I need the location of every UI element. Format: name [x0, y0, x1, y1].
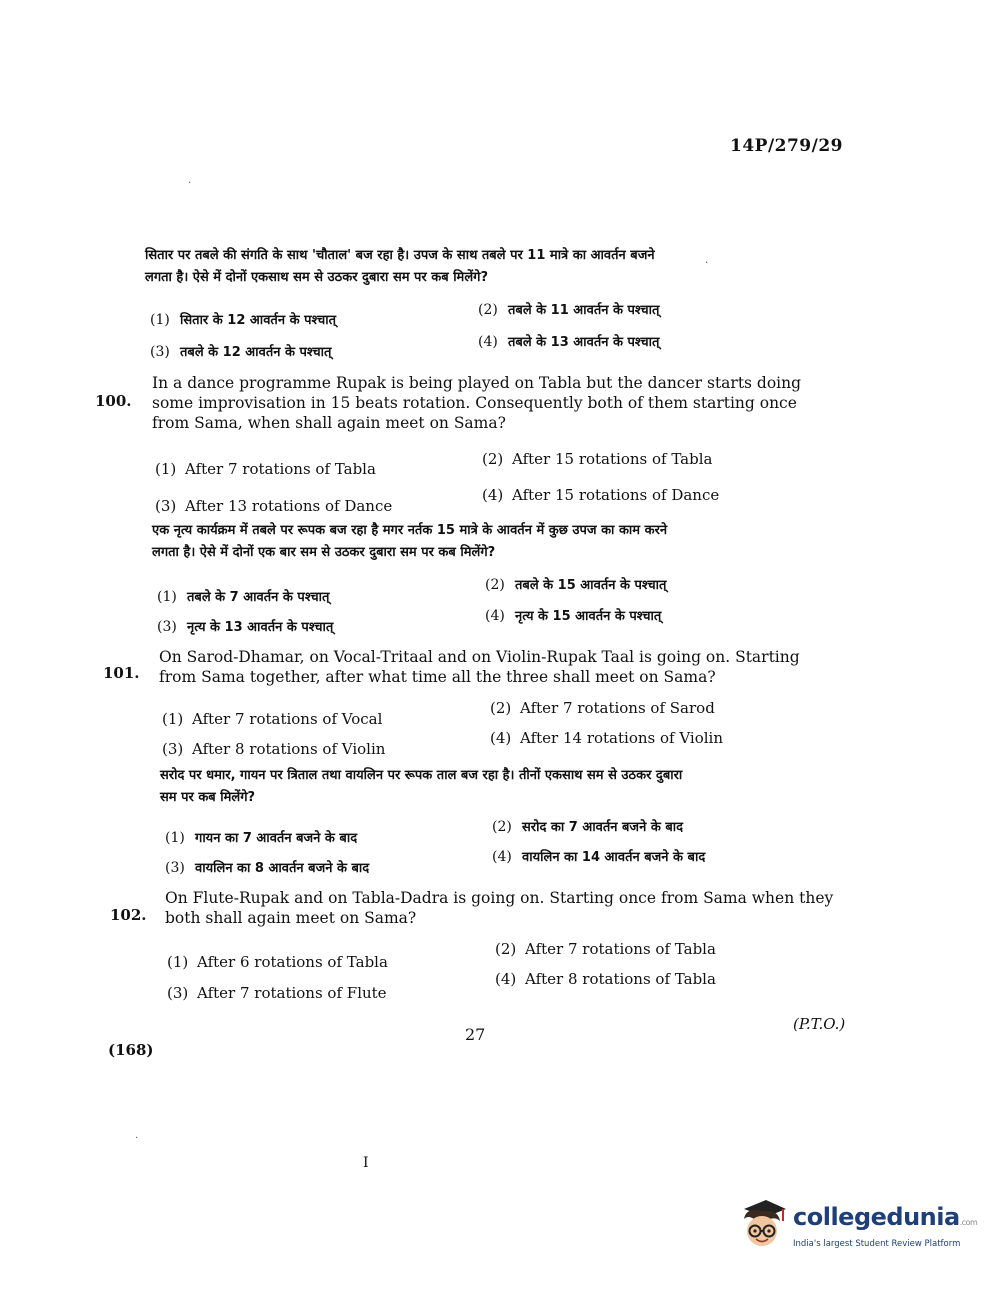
q101-option-1: (1) After 7 rotations of Vocal [162, 710, 383, 728]
question-text: On Sarod-Dhamar, on Vocal-Tritaal and on Violin-Rupak Taal is going on. Starting from Sama together, after what time all the three shall meet on Sama? [159, 648, 800, 686]
q101-option-3: (3) After 8 rotations of Violin [162, 740, 386, 758]
q102-option-1: (1) After 6 rotations of Tabla [167, 953, 388, 971]
q99-hindi-text [145, 245, 835, 289]
q100-hindi-option-3: (3) नृत्य के 13 आवर्तन के पश्चात् [157, 619, 334, 635]
pto-label: (P.T.O.) [793, 1015, 846, 1033]
question-text: In a dance programme Rupak is being played on Tabla but the dancer starts doing some improvisation in 15 beats rotation. Consequently both of them starting once from Sama, when shall again meet on Sama? [152, 374, 802, 432]
q100-hindi-option-4: (4) नृत्य के 15 आवर्तन के पश्चात् [485, 608, 662, 624]
q100-option-2: (2) After 15 rotations of Tabla [482, 450, 713, 468]
q100-option-1: (1) After 7 rotations of Tabla [155, 460, 376, 478]
question-number: 100. [95, 392, 132, 410]
booklet-code: (168) [108, 1041, 154, 1059]
q99-option-3: (3) तबले के 12 आवर्तन के पश्चात् [150, 344, 332, 360]
scan-speck: . [188, 175, 192, 186]
q100-hindi-line-1: एक नृत्य कार्यक्रम में तबले पर रूपक बज रहा है मगर नर्तक 15 मात्रे के आवर्तन में कुछ उपज का काम करने [152, 523, 668, 538]
question-number: 102. [110, 906, 147, 924]
q101-hindi-line-1: सरोद पर धमार, गायन पर त्रिताल तथा वायलिन पर रूपक ताल बज रहा है। तीनों एकसाथ सम से उठकर दुबारा [160, 768, 683, 783]
scan-speck: . [135, 1130, 139, 1141]
q101-hindi-option-2: (2) सरोद का 7 आवर्तन बजने के बाद [492, 819, 684, 835]
q100-hindi-option-1: (1) तबले के 7 आवर्तन के पश्चात् [157, 589, 330, 605]
page-number: 27 [465, 1025, 486, 1044]
q101-option-2: (2) After 7 rotations of Sarod [490, 699, 715, 717]
brand-tagline: India's largest Student Review Platform [793, 1239, 961, 1249]
q100-option-3: (3) After 13 rotations of Dance [155, 497, 393, 515]
q99-hindi-line-2: लगता है। ऐसे में दोनों एकसाथ सम से उठकर दुबारा सम पर कब मिलेंगे? [145, 270, 489, 285]
q102-option-3: (3) After 7 rotations of Flute [167, 984, 387, 1002]
q100-option-4: (4) After 15 rotations of Dance [482, 486, 720, 504]
scan-mark: I [363, 1155, 369, 1171]
q101-hindi-option-1: (1) गायन का 7 आवर्तन बजने के बाद [165, 830, 358, 846]
q100-hindi-text [152, 520, 842, 564]
page-code: 14P/279/29 [730, 136, 844, 156]
q101-hindi-text [160, 765, 850, 809]
q102-option-2: (2) After 7 rotations of Tabla [495, 940, 716, 958]
q99-option-1: (1) सितार के 12 आवर्तन के पश्चात् [150, 312, 337, 328]
q101-hindi-option-3: (3) वायलिन का 8 आवर्तन बजने के बाद [165, 860, 370, 876]
q101-option-4: (4) After 14 rotations of Violin [490, 729, 723, 747]
brand-name: collegedunia.com [793, 1203, 978, 1231]
q100-hindi-option-2: (2) तबले के 15 आवर्तन के पश्चात् [485, 577, 667, 593]
scan-speck: . [705, 255, 709, 266]
q101-hindi-option-4: (4) वायलिन का 14 आवर्तन बजने के बाद [492, 849, 706, 865]
student-mascot-icon [736, 1197, 788, 1257]
collegedunia-logo [736, 1197, 978, 1259]
q102-option-4: (4) After 8 rotations of Tabla [495, 970, 716, 988]
q99-option-2: (2) तबले के 11 आवर्तन के पश्चात् [478, 302, 660, 318]
q99-hindi-line-1: सितार पर तबले की संगति के साथ 'चौताल' बज रहा है। उपज के साथ तबले पर 11 मात्रे का आवर्तन बजने [145, 248, 655, 263]
q99-option-4: (4) तबले के 13 आवर्तन के पश्चात् [478, 334, 660, 350]
question-text: On Flute-Rupak and on Tabla-Dadra is going on. Starting once from Sama when they both shall again meet on Sama? [165, 889, 834, 927]
q100-hindi-line-2: लगता है। ऐसे में दोनों एक बार सम से उठकर दुबारा सम पर कब मिलेंगे? [152, 545, 496, 560]
q101-hindi-line-2: सम पर कब मिलेंगे? [160, 790, 256, 805]
question-number: 101. [103, 664, 140, 682]
